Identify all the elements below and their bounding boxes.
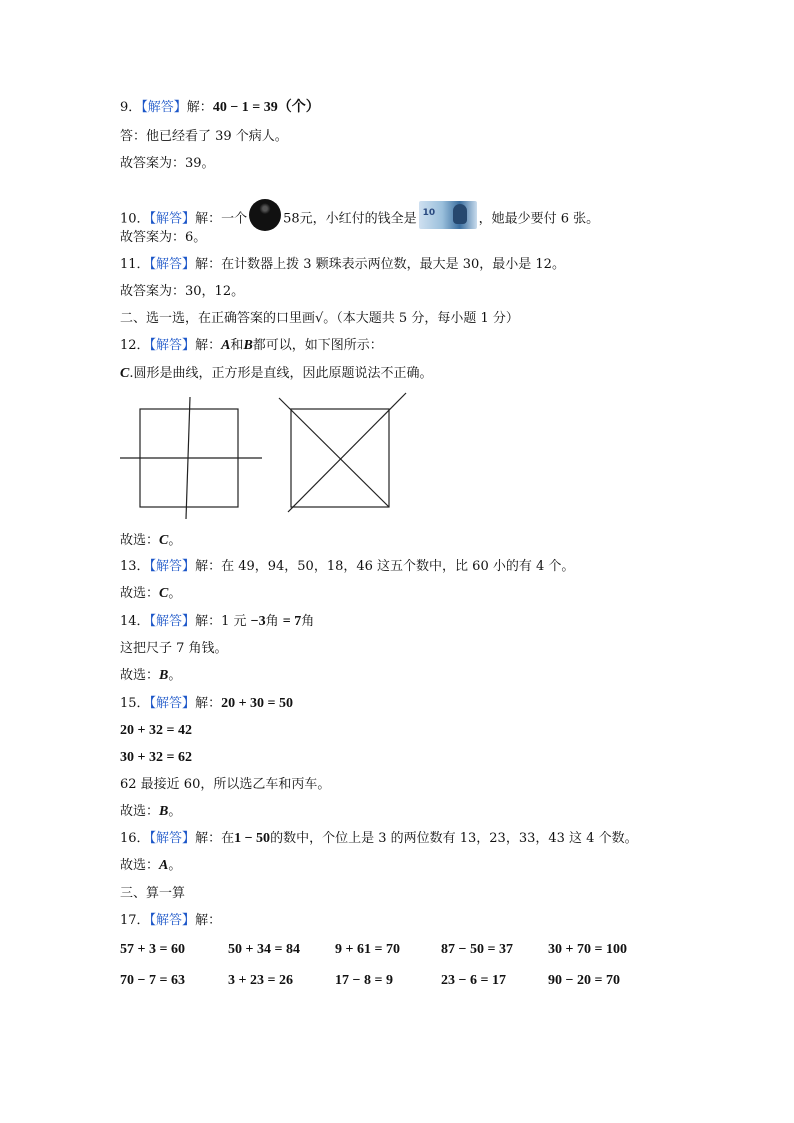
answer-17: 17．【解答】解： bbox=[120, 913, 222, 928]
calc-item: 50 + 34 = 84 bbox=[228, 942, 300, 957]
section-heading-2: 二、选一选，在正确答案的口里画√。（本大题共 5 分，每小题 1 分） bbox=[120, 311, 519, 326]
equation-line: 30 + 32 = 62 bbox=[120, 750, 192, 765]
calc-item: 70 − 7 = 63 bbox=[120, 973, 185, 988]
answer-16-choice: 故选：A。 bbox=[120, 858, 182, 873]
answer-10-final: 故答案为：6。 bbox=[120, 230, 207, 245]
ball-icon bbox=[249, 199, 281, 231]
calc-item: 57 + 3 = 60 bbox=[120, 942, 185, 957]
answer-16: 16．【解答】解：在1 − 50的数中，个位上是 3 的两位数有 13，23，33，43 这 4 个数。 bbox=[120, 831, 638, 846]
answer-15-text: 62 最接近 60，所以选乙车和丙车。 bbox=[120, 777, 331, 792]
answer-15: 15．【解答】解：20 + 30 = 50 bbox=[120, 696, 294, 711]
calc-item: 87 − 50 = 37 bbox=[441, 942, 513, 957]
answer-10: 10．【解答】解：一个 58元，小红付的钱全是 10 ，她最少要付 6 张。 bbox=[120, 203, 599, 235]
banknote-icon: 10 bbox=[419, 201, 477, 229]
answer-13-choice: 故选：C。 bbox=[120, 586, 182, 601]
answer-15-choice: 故选：B。 bbox=[120, 804, 182, 819]
square-figure-a bbox=[118, 395, 264, 523]
solution-tag: 【解答】 bbox=[141, 100, 187, 115]
answer-11: 11．【解答】解：在计数器上拨 3 颗珠表示两位数，最大是 30，最小是 12。 bbox=[120, 257, 565, 272]
item-number: 9． bbox=[120, 100, 142, 115]
calc-item: 90 − 20 = 70 bbox=[548, 973, 620, 988]
section-heading-3: 三、算一算 bbox=[120, 886, 186, 901]
answer-12-choice: 故选：C。 bbox=[120, 533, 182, 548]
calc-item: 17 − 8 = 9 bbox=[335, 973, 393, 988]
equation-line: 20 + 32 = 42 bbox=[120, 723, 192, 738]
answer-9-final: 故答案为：39。 bbox=[120, 156, 215, 171]
answer-11-final: 故答案为：30，12。 bbox=[120, 284, 245, 299]
calc-item: 3 + 23 = 26 bbox=[228, 973, 293, 988]
calc-item: 9 + 61 = 70 bbox=[335, 942, 400, 957]
answer-14: 14．【解答】解：1 元 −3角 = 7角 bbox=[120, 614, 315, 629]
answer-14-choice: 故选：B。 bbox=[120, 668, 182, 683]
answer-9-text: 答：他已经看了 39 个病人。 bbox=[120, 129, 288, 144]
calc-item: 23 − 6 = 17 bbox=[441, 973, 506, 988]
answer-13: 13．【解答】解：在 49，94，50，18，46 这五个数中，比 60 小的有 4 个。 bbox=[120, 559, 575, 574]
equation: 40 − 1 = 39 bbox=[212, 100, 278, 115]
answer-12: 12．【解答】解：A和B都可以，如下图所示： bbox=[120, 338, 383, 353]
answer-12-c: C.圆形是曲线，正方形是直线，因此原题说法不正确。 bbox=[120, 366, 433, 381]
answer-9: 9．【解答】解：40 − 1 = 39（个） bbox=[120, 100, 320, 115]
square-figure-b bbox=[276, 390, 410, 516]
answer-14-text: 这把尺子 7 角钱。 bbox=[120, 641, 228, 656]
calc-item: 30 + 70 = 100 bbox=[548, 942, 627, 957]
